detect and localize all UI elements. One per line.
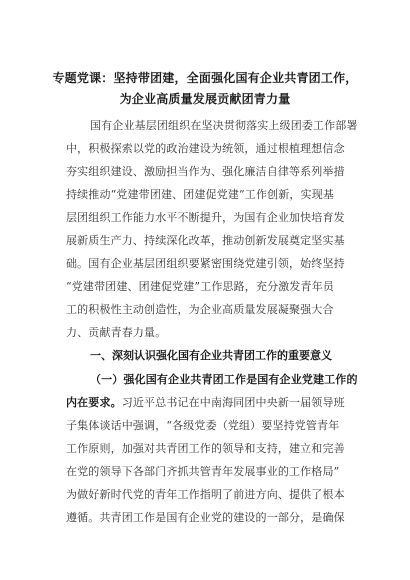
- document-title-line-2: 为企业高质量发展贡献团青力量: [119, 92, 291, 106]
- section-paragraph-line: 遵循。共青团工作是国有企业党的建设的一部分，是确保: [66, 511, 345, 524]
- section-paragraph-line: 子集体谈话中强调，“各级党委（党组）要坚持党管青年: [66, 419, 340, 432]
- intro-paragraph-line: “党建带团建、团建促党建”工作思路，充分激发青年员: [66, 280, 334, 293]
- section-paragraph-text: 习近平总书记在中南海同团中央新一届领导班: [121, 396, 345, 409]
- section-paragraph-line: 工作原则，加强对共青团工作的领导和支持，建立和完善: [66, 442, 345, 455]
- intro-paragraph-line: 持续推动“党建带团建、团建促党建”工作创新，实现基: [66, 188, 334, 201]
- intro-paragraph-line: 础。国有企业基层团组织要紧密围绕党建引领，始终坚持: [66, 257, 345, 270]
- intro-paragraph-line: 力、贡献青春力量。: [66, 326, 167, 339]
- section-paragraph-line: [66, 396, 345, 410]
- section-heading: 一、深刻认识强化国有企业共青团工作的重要意义: [90, 349, 332, 362]
- subsection-heading: （一）强化国有企业共青团工作是国有企业党建工作的: [90, 373, 358, 386]
- intro-paragraph-line: 夯实组织建设、激励担当作为、强化廉洁自律等系列举措: [66, 165, 345, 178]
- document-title-line-1: 专题党课：坚持带团建，全面强化国有企业共青团工作，: [52, 71, 358, 85]
- intro-paragraph-line: 层团组织工作能力水平不断提升，为国有企业加快培育发: [66, 211, 345, 224]
- section-paragraph-line: 为做好新时代党的青年工作指明了前进方向、提供了根本: [66, 488, 345, 501]
- intro-paragraph-line: 国有企业基层团组织在坚决贯彻落实上级团委工作部署: [90, 119, 358, 132]
- intro-paragraph-line: 中，积极探索以党的政治建设为统领，通过根植理想信念: [66, 142, 345, 155]
- intro-paragraph-line: 工的积极性主动创造性，为企业高质量发展凝聚强大合: [66, 303, 334, 316]
- intro-paragraph-line: 展新质生产力、持续深化改革，推动创新发展奠定坚实基: [66, 234, 345, 247]
- subsection-heading-continued: 内在要求。: [66, 396, 122, 409]
- section-paragraph-line: 在党的领导下各部门齐抓共管青年发展事业的工作格局”: [66, 465, 340, 478]
